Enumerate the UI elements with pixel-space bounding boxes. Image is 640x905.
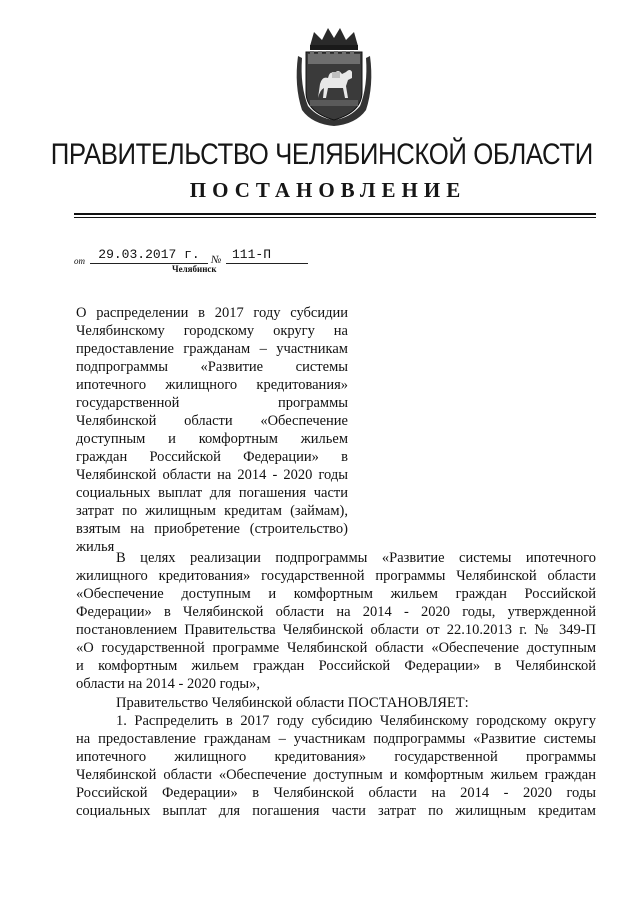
- paragraph-line: Правительство Челябинской области ПОСТАНОВЛЯЕТ:: [116, 695, 469, 711]
- paragraph-line: В целях реализации подпрограммы «Развитие системы ипотечного: [116, 550, 596, 566]
- paragraph-line: «Обеспечение доступным и комфортным жильем граждан Российской: [76, 586, 596, 602]
- subject-line: предоставление гражданам – участникам: [76, 341, 348, 357]
- subject-line: Челябинской области на 2014 - 2020 годы: [76, 467, 348, 483]
- subject-line: затрат по жилищным кредитам (займам),: [76, 503, 348, 519]
- paragraph-line: и комфортным жильем граждан Российской Федерации» в Челябинской: [76, 658, 596, 674]
- city-name: Челябинск: [172, 264, 217, 274]
- subject-line: Челябинской области «Обеспечение: [76, 413, 348, 429]
- subject-line: Челябинскому городскому округу на: [76, 323, 348, 339]
- document-type-title: ПОСТАНОВЛЕНИЕ: [189, 178, 467, 202]
- chelyabinsk-coat-of-arms-icon: [292, 26, 376, 128]
- clause-1-paragraph: [76, 712, 596, 820]
- paragraph-line: 1. Распределить в 2017 году субсидию Челябинскому городскому округу: [116, 713, 596, 729]
- paragraph-line: постановлением Правительства Челябинской области от 22.10.2013 г. № 349-П: [76, 622, 596, 638]
- header-divider-thin: [74, 217, 596, 218]
- subject-line: граждан Российской Федерации» в: [76, 449, 348, 465]
- from-label: от: [74, 256, 85, 266]
- paragraph-line: на предоставление гражданам – участникам подпрограммы «Развитие системы: [76, 731, 596, 747]
- subject-line: подпрограммы «Развитие системы: [76, 359, 348, 375]
- preamble-paragraph: [76, 549, 596, 693]
- subject-line: доступным и комфортным жильем: [76, 431, 348, 447]
- paragraph-line: Российской Федерации» в Челябинской области на 2014 - 2020 годы: [76, 785, 596, 801]
- subject-line: жилья: [76, 539, 115, 555]
- paragraph-line: Челябинской области «Обеспечение доступным и комфортным жильем граждан: [76, 767, 596, 783]
- government-title: ПРАВИТЕЛЬСТВО ЧЕЛЯБИНСКОЙ ОБЛАСТИ: [50, 138, 593, 171]
- document-subject: [76, 304, 348, 556]
- document-date: 29.03.2017 г.: [90, 246, 208, 264]
- paragraph-line: Федерации» в Челябинской области на 2014 - 2020 годы, утвержденной: [76, 604, 596, 620]
- number-label: №: [211, 254, 222, 266]
- header-divider: [74, 213, 596, 215]
- subject-line: ипотечного жилищного кредитования»: [76, 377, 348, 393]
- subject-line: социальных выплат для погашения части: [76, 485, 348, 501]
- paragraph-line: «О государственной программе Челябинской области «Обеспечение доступным: [76, 640, 596, 656]
- paragraph-line: области на 2014 - 2020 годы»,: [76, 676, 261, 692]
- paragraph-line: жилищного кредитования» государственной программы Челябинской области: [76, 568, 596, 584]
- subject-line: взятым на приобретение (строительство): [76, 521, 348, 537]
- subject-line: государственной программы: [76, 395, 348, 411]
- subject-line: О распределении в 2017 году субсидии: [76, 305, 348, 321]
- paragraph-line: ипотечного жилищного кредитования» государственной программы: [76, 749, 596, 765]
- document-number: 111-П: [226, 246, 308, 264]
- paragraph-line: социальных выплат для погашения части затрат по жилищным кредитам: [76, 803, 596, 819]
- resolution-statement: [76, 694, 596, 712]
